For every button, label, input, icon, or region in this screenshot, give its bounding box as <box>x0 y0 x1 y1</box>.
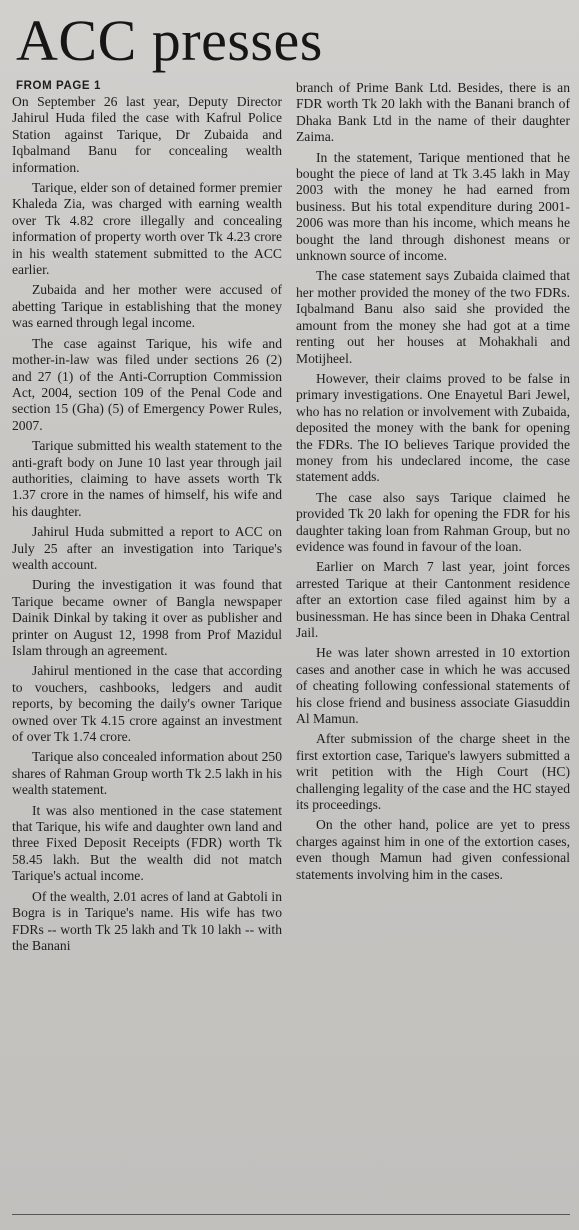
paragraph: He was later shown arrested in 10 extortion cases and another case in which he was accused of cheating following confessional statements of his close friend and business associate Giasuddin Al Mamun. <box>296 645 570 727</box>
left-column <box>12 80 282 954</box>
article-columns <box>12 80 570 954</box>
paragraph: On September 26 last year, Deputy Director Jahirul Huda filed the case with Kafrul Police Station against Tarique, Dr Zubaida and Iqbalmand Banu for concealing wealth information. <box>12 94 282 175</box>
paragraph: Earlier on March 7 last year, joint forces arrested Tarique at their Cantonment residence after an extortion case filed against him by a businessman. He has since been in Dhaka Central Jail. <box>296 559 570 640</box>
paragraph: During the investigation it was found that Tarique became owner of Bangla newspaper Dainik Dinkal by taking it over as publisher and printer on August 12, 1998 from Prof Mazidul Islam through an agreement. <box>12 577 282 658</box>
headline: ACC presses <box>16 8 323 73</box>
paragraph: After submission of the charge sheet in the first extortion case, Tarique's lawyers submitted a writ petition with the High Court (HC) challenging legality of the case and the HC stayed its proceedings. <box>296 731 570 813</box>
paragraph: The case statement says Zubaida claimed that her mother provided the money of the two FDRs. Iqbalmand Banu also said she provided the amount from the money she had got at a time renting out her houses at Mohakhali and Motijheel. <box>296 268 570 366</box>
paragraph: Of the wealth, 2.01 acres of land at Gabtoli in Bogra is in Tarique's name. His wife has two FDRs -- worth Tk 25 lakh and Tk 10 lakh -- with the Banani <box>12 888 282 953</box>
paragraph: However, their claims proved to be false in primary investigations. One Enayetul Bari Jewel, who has no relation or involvement with Zubaida, deposited the money with the bank for opening the FDRs. The IO believes Tarique provided the money from his undeclared income, the case statement adds. <box>296 370 570 485</box>
paragraph: The case also says Tarique claimed he provided Tk 20 lakh for opening the FDR for his daughter taking loan from Rahman Group, but no evidence was found in favour of the loan. <box>296 489 570 554</box>
paragraph: Tarique, elder son of detained former premier Khaleda Zia, was charged with earning wealth over Tk 4.82 crore illegally and concealing information of property worth over Tk 4.23 crore in his wealth statement submitted to the ACC earlier. <box>12 180 282 278</box>
paragraph: Tarique also concealed information about 250 shares of Rahman Group worth Tk 2.5 lakh in his wealth statement. <box>12 749 282 798</box>
paragraph: Zubaida and her mother were accused of abetting Tarique in establishing that the money was earned through legal income. <box>12 282 282 331</box>
bottom-divider <box>12 1214 570 1215</box>
paragraph: On the other hand, police are yet to press charges against him in one of the extortion cases, even though Mamun had given confessional statements involving him in the cases. <box>296 817 570 882</box>
paragraph: In the statement, Tarique mentioned that he bought the piece of land at Tk 3.45 lakh in May 2003 with the money he had earned from business. But his total expenditure during 2001-2006 was more than his income, which means he bought the land through dishonest means or unknown source of income. <box>296 149 570 264</box>
paragraph: branch of Prime Bank Ltd. Besides, there is an FDR worth Tk 20 lakh with the Banani branch of Dhaka Bank Ltd in the name of their daughter Zaima. <box>296 80 570 145</box>
paragraph: Jahirul Huda submitted a report to ACC on July 25 after an investigation into Tarique's wealth account. <box>12 524 282 572</box>
kicker: FROM PAGE 1 <box>16 80 101 92</box>
paragraph: It was also mentioned in the case statement that Tarique, his wife and daughter own land and three Fixed Deposit Receipts (FDR) worth Tk 58.45 lakh. But the wealth did not match Tarique's actual income. <box>12 802 282 884</box>
paragraph: Tarique submitted his wealth statement to the anti-graft body on June 10 last year through jail authorities, claiming to have assets worth Tk 1.37 crore in the names of himself, his wife and his daughter. <box>12 438 282 519</box>
paragraph: The case against Tarique, his wife and mother-in-law was filed under sections 26 (2) and 27 (1) of the Anti-Corruption Commission Act, 2004, section 109 of the Penal Code and section 15 (Gha) (5) of Emergency Power Rules, 2007. <box>12 335 282 433</box>
paragraph: Jahirul mentioned in the case that according to vouchers, cashbooks, ledgers and audit reports, by becoming the daily's owner Tarique owned over Tk 4.15 crore against an investment of over Tk 1.74 crore. <box>12 663 282 745</box>
right-column <box>296 80 570 954</box>
